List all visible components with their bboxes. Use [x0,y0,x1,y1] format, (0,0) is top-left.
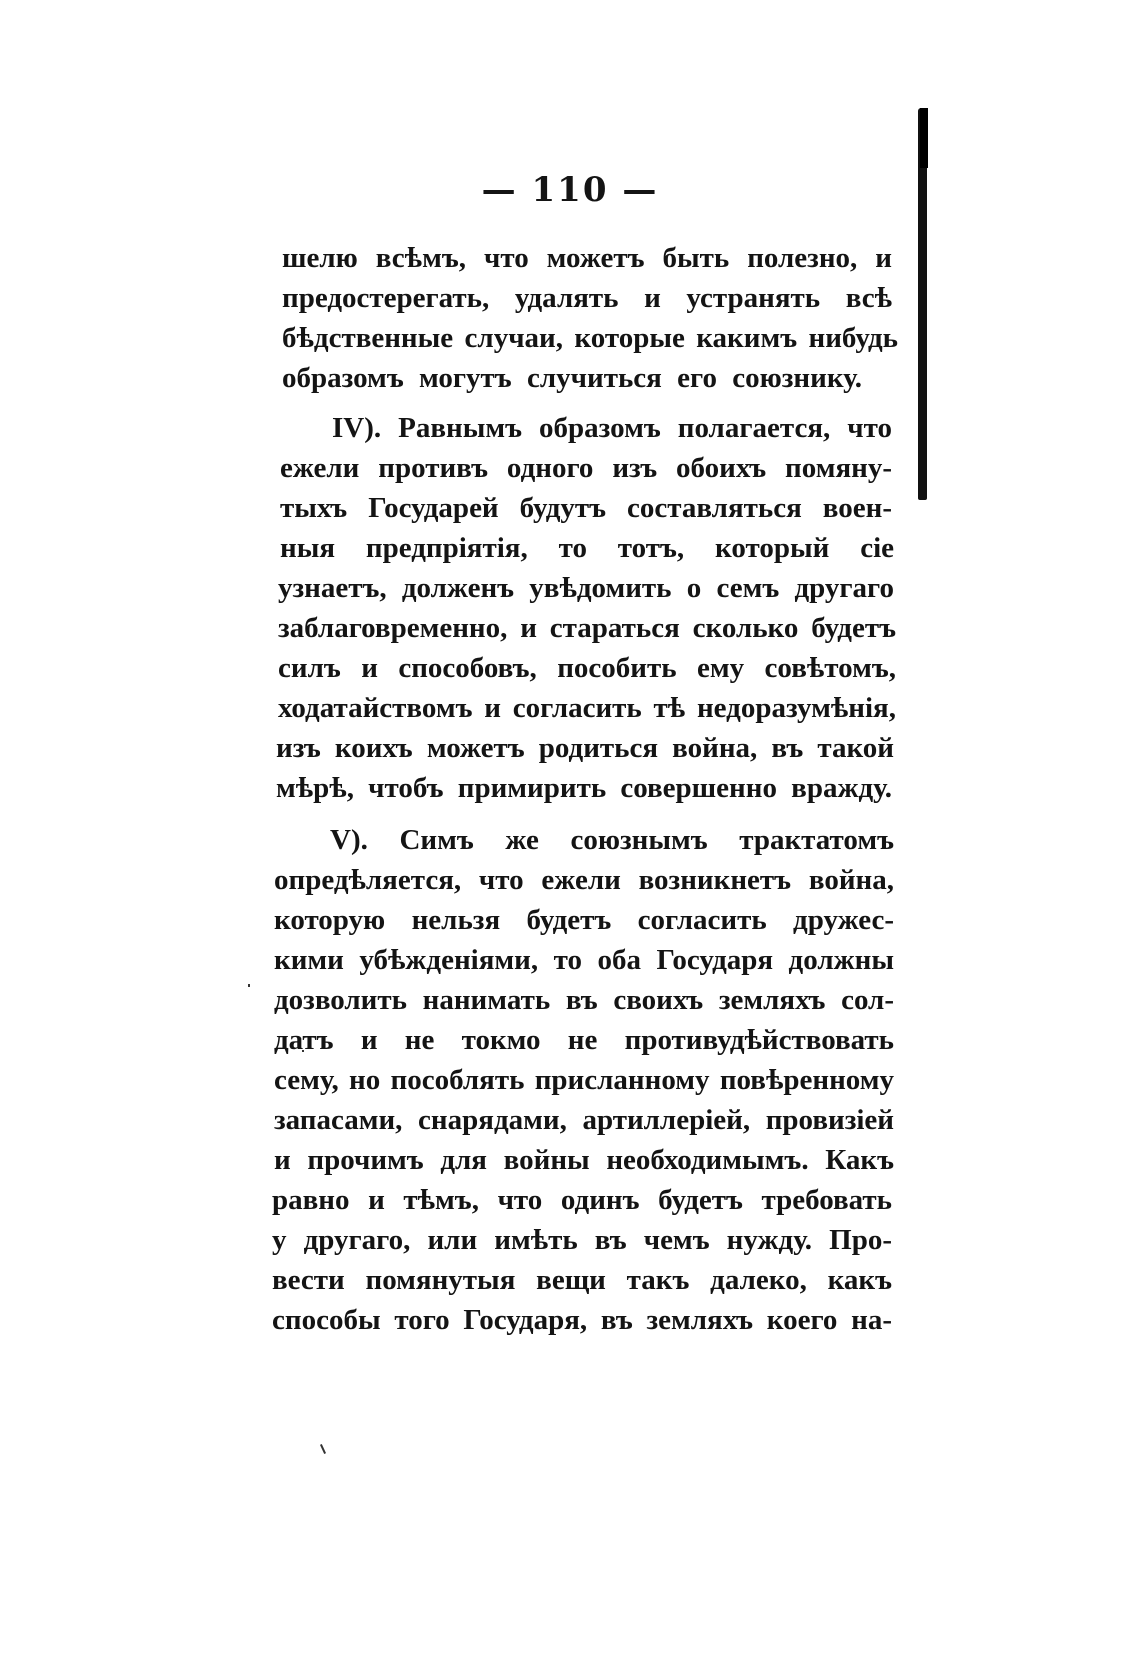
text-line: V). Симъ же союзнымъ трактатомъ [330,824,894,856]
text-line: сему, но пособлять присланному повѣренному [274,1064,894,1096]
text-line: ежели противъ одного изъ обоихъ помяну- [280,452,892,484]
text-line: заблаговременно, и стараться сколько будетъ [278,612,896,644]
text-line: у другаго, или имѣть въ чемъ нужду. Про- [272,1224,892,1256]
scan-edge-mark-top [920,108,928,168]
text-line: равно и тѣмъ, что одинъ будетъ требовать [272,1184,892,1216]
text-line: дозволить нанимать въ своихъ земляхъ сол- [274,984,894,1016]
text-line: бѣдственные случаи, которые какимъ нибудь [282,322,898,354]
text-line: ныя предпріятія, то тотъ, который сіе [280,532,894,564]
text-line: вести помянутыя вещи такъ далеко, какъ [272,1264,892,1296]
text-line: тыхъ Государей будутъ составляться воен- [280,492,892,524]
text-line: опредѣляется, что ежели возникнетъ война, [274,864,894,896]
scan-speck [248,984,250,987]
text-line: шелю всѣмъ, что можетъ быть полезно, и [282,242,892,274]
text-line: IV). Равнымъ образомъ полагается, что [332,412,892,444]
text-line: кими убѣжденіями, то оба Государя должны [274,944,894,976]
scan-speck [320,1444,326,1454]
text-line: узнаетъ, долженъ увѣдомить о семъ другаго [278,572,894,604]
text-line: мѣрѣ, чтобъ примирить совершенно вражду. [276,772,892,804]
text-line: изъ коихъ можетъ родиться война, въ такой [276,732,894,764]
text-line: предостерегать, удалять и устранять всѣ [282,282,892,314]
text-line: которую нельзя будетъ согласить дружес- [274,904,894,936]
text-line: запасами, снарядами, артиллеріей, провизіей [274,1104,894,1136]
text-line: и прочимъ для войны необходимымъ. Какъ [274,1144,894,1176]
text-line: способы того Государя, въ земляхъ коего на- [272,1304,892,1336]
text-line: датъ и не токмо не противудѣйствовать [274,1024,894,1056]
page-number: — 110 — [481,170,659,210]
text-line: образомъ могутъ случиться его союзнику. [282,362,862,394]
text-line: силъ и способовъ, пособить ему совѣтомъ, [278,652,896,684]
text-line: ходатайствомъ и согласить тѣ недоразумѣнія, [278,692,896,724]
